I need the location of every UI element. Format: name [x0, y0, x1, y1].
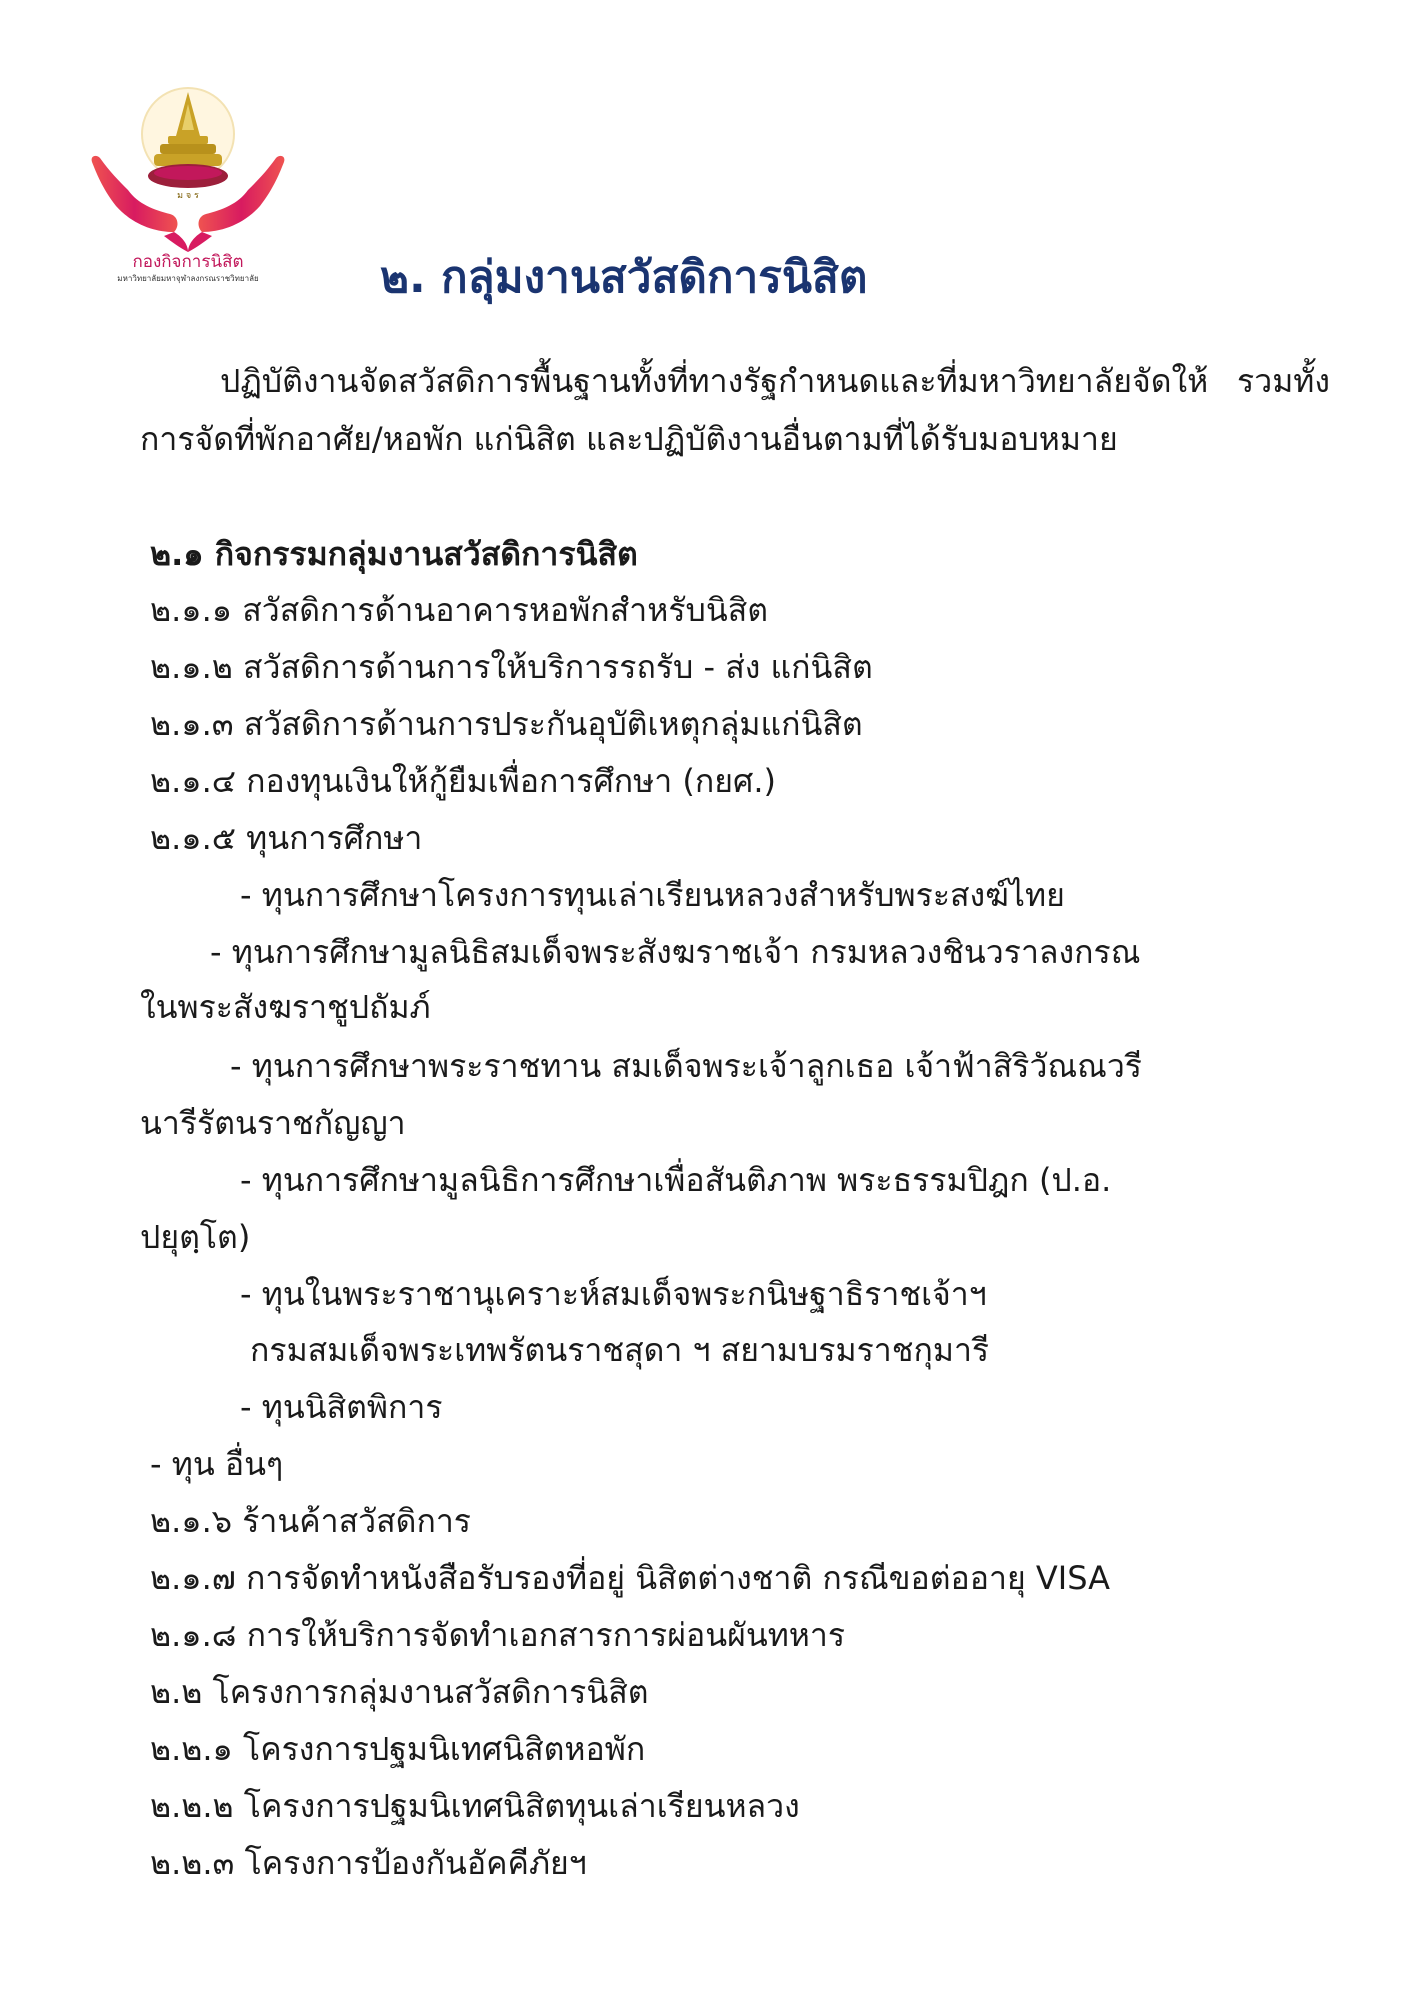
list-item: ๒.๑.๔ กองทุนเงินให้กู้ยืมเพื่อการศึกษา (กยศ.) [150, 762, 776, 800]
logo-subtitle: มหาวิทยาลัยมหาจุฬาลงกรณราชวิทยาลัย [117, 274, 259, 283]
logo [88, 86, 288, 296]
scholarship-item: - ทุน อื่นๆ [150, 1445, 284, 1483]
emblem-hands-icon [88, 86, 288, 256]
scholarship-item-continued: ปยุตฺโต) [140, 1218, 251, 1256]
logo-name: กองกิจการนิสิต [132, 252, 244, 272]
scholarship-item-continued: กรมสมเด็จพระเทพรัตนราชสุดา ฯ สยามบรมราชกุมารี [250, 1331, 990, 1369]
scholarship-item-continued: นารีรัตนราชกัญญา [140, 1104, 406, 1142]
list-item: ๒.๑.๖ ร้านค้าสวัสดิการ [150, 1502, 471, 1540]
list-item: ๒.๑.๘ การให้บริการจัดทำเอกสารการผ่อนผันทหาร [150, 1616, 846, 1654]
section-heading: ๒.๒ โครงการกลุ่มงานสวัสดิการนิสิต [150, 1673, 649, 1711]
list-item: ๒.๒.๑ โครงการปฐมนิเทศนิสิตหอพัก [150, 1730, 646, 1768]
list-item: ๒.๑.๒ สวัสดิการด้านการให้บริการรถรับ - ส่ง แก่นิสิต [150, 648, 873, 686]
scholarship-item: - ทุนนิสิตพิการ [240, 1388, 443, 1426]
scholarship-item: - ทุนการศึกษามูลนิธิสมเด็จพระสังฆราชเจ้า กรมหลวงชินวราลงกรณ [210, 933, 1141, 971]
scholarship-item-continued: ในพระสังฆราชูปถัมภ์ [140, 988, 431, 1026]
list-item: ๒.๑.๕ ทุนการศึกษา [150, 819, 423, 857]
list-item: ๒.๒.๓ โครงการป้องกันอัคคีภัยฯ [150, 1844, 587, 1882]
intro-paragraph: ปฏิบัติงานจัดสวัสดิการพื้นฐานทั้งที่ทางรัฐกำหนดและที่มหาวิทยาลัยจัดให้ รวมทั้งการจัดที่พักอาศัย/หอพัก แก่นิสิต และปฏิบัติงานอื่นตามที่ได้รับมอบหมาย [140, 362, 1330, 458]
scholarship-item: - ทุนการศึกษาพระราชทาน สมเด็จพระเจ้าลูกเธอ เจ้าฟ้าสิริวัณณวรี [230, 1047, 1142, 1085]
list-item: ๒.๑.๑ สวัสดิการด้านอาคารหอพักสำหรับนิสิต [150, 591, 769, 629]
section-heading: ๒.๑ กิจกรรมกลุ่มงานสวัสดิการนิสิต [150, 535, 638, 573]
scholarship-item: - ทุนการศึกษามูลนิธิการศึกษาเพื่อสันติภาพ พระธรรมปิฎก (ป.อ. [240, 1161, 1112, 1199]
scholarship-item: - ทุนในพระราชานุเคราะห์สมเด็จพระกนิษฐาธิราชเจ้าฯ [240, 1275, 987, 1313]
list-item: ๒.๒.๒ โครงการปฐมนิเทศนิสิตทุนเล่าเรียนหลวง [150, 1787, 800, 1825]
list-item: ๒.๑.๓ สวัสดิการด้านการประกันอุบัติเหตุกลุ่มแก่นิสิต [150, 705, 863, 743]
list-item: ๒.๑.๗ การจัดทำหนังสือรับรองที่อยู่ นิสิตต่างชาติ กรณีขอต่ออายุ VISA [150, 1559, 1110, 1597]
page-title: ๒. กลุ่มงานสวัสดิการนิสิต [380, 252, 868, 303]
emblem-text: ม จ ร [177, 191, 199, 201]
scholarship-item: - ทุนการศึกษาโครงการทุนเล่าเรียนหลวงสำหรับพระสงฆ์ไทย [240, 876, 1065, 914]
